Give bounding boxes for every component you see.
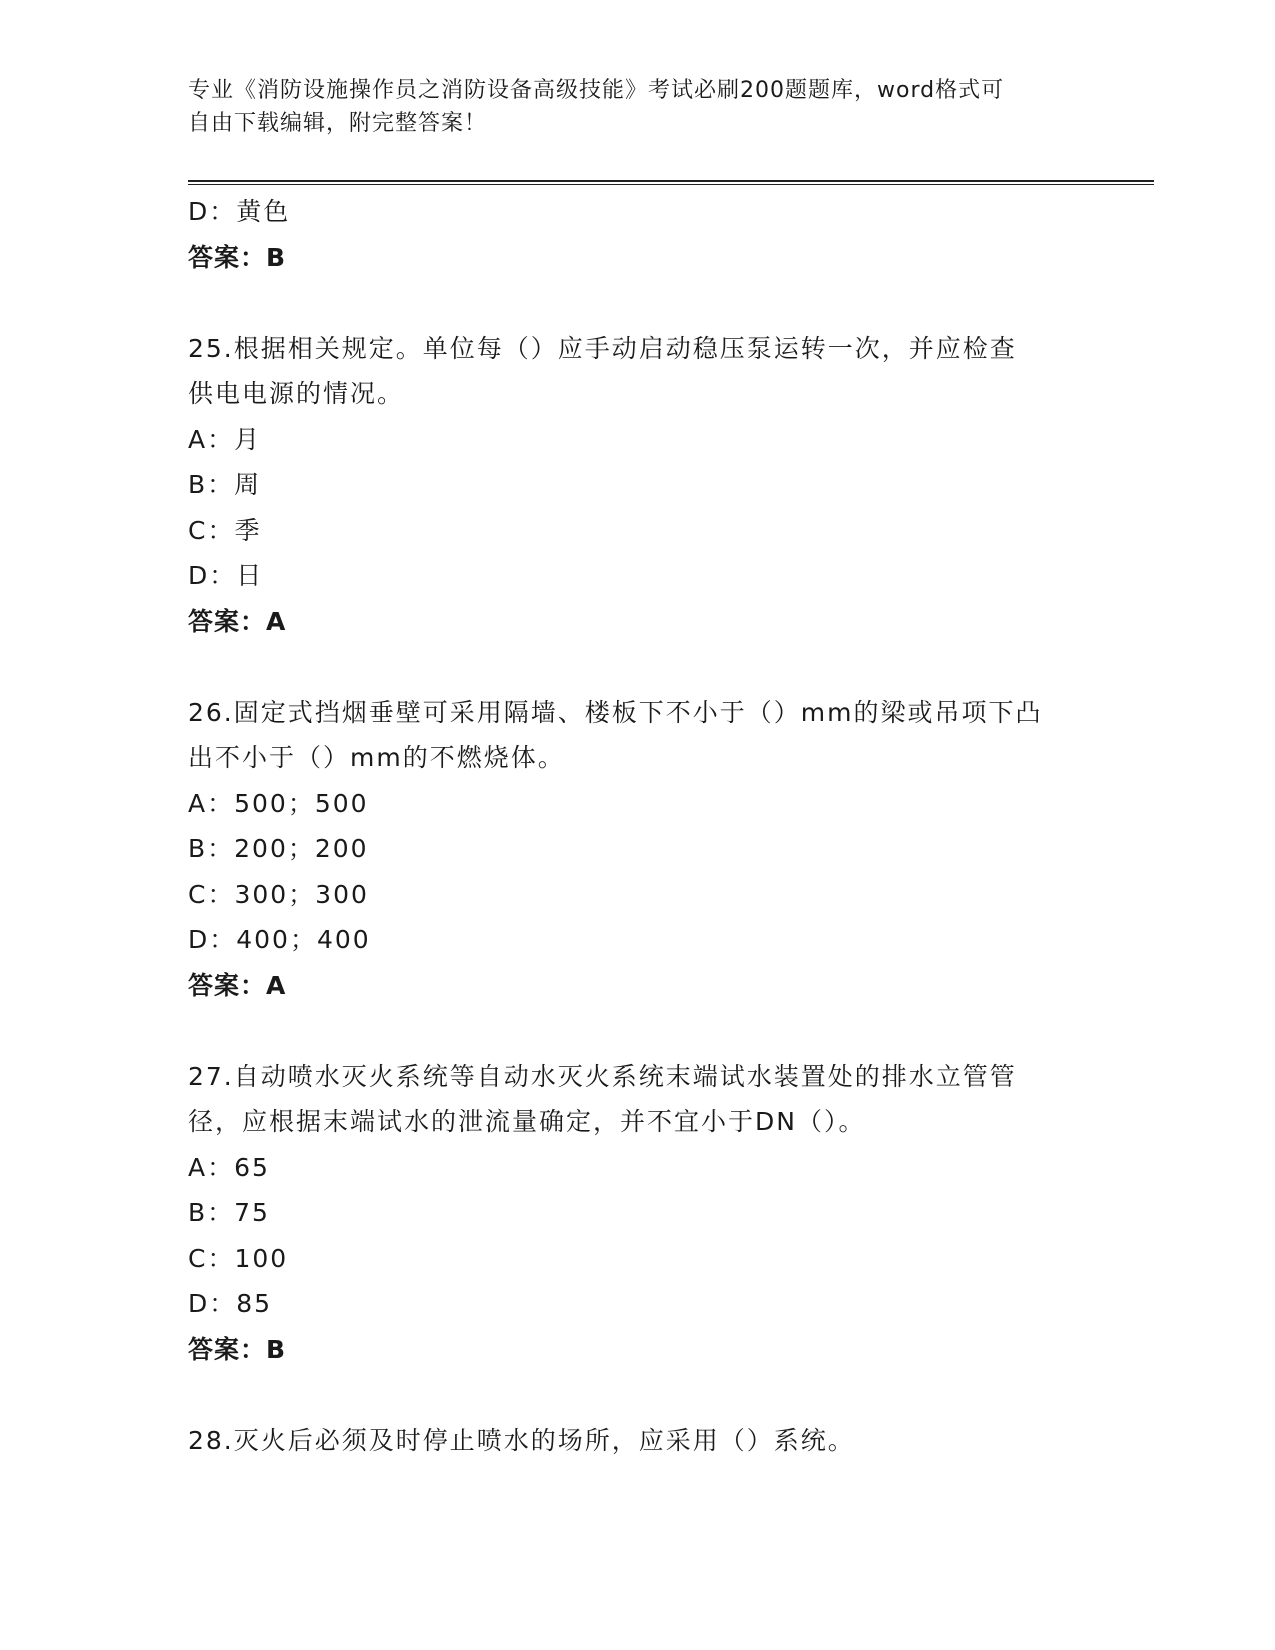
page-header	[188, 74, 1068, 140]
option-d: D：400；400	[188, 925, 371, 954]
question-27	[188, 1054, 1088, 1373]
answer-line: 答案：B	[188, 242, 287, 272]
option-a: A：65	[188, 1152, 270, 1182]
question-text-line: 径，应根据末端试水的泄流量确定，并不宜小于DN（）。	[188, 1107, 866, 1136]
option-c: C：300；300	[188, 879, 369, 909]
document-body	[188, 189, 1088, 1463]
option-d: D：日	[188, 561, 264, 590]
option-d: D：85	[188, 1289, 273, 1318]
question-text-line: 28.灭火后必须及时停止喷水的场所，应采用（）系统。	[188, 1425, 855, 1455]
answer-line: 答案：A	[188, 606, 287, 636]
question-26	[188, 690, 1088, 1009]
option-b: B：200；200	[188, 834, 369, 863]
header-line-2: 自由下载编辑，附完整答案！	[188, 111, 488, 136]
question-text-line: 供电电源的情况。	[188, 379, 405, 408]
question-text-line: 出不小于（）mm的不燃烧体。	[188, 743, 565, 772]
question-25	[188, 326, 1088, 645]
question-text-line: 26.固定式挡烟垂壁可采用隔墙、楼板下不小于（）mm的梁或吊项下凸	[188, 697, 1043, 727]
option-c: C：100	[188, 1243, 289, 1273]
answer-line: 答案：B	[188, 1334, 287, 1364]
option-a: A：500；500	[188, 788, 369, 818]
question-text-line: 27.自动喷水灭火系统等自动水灭火系统末端试水装置处的排水立管管	[188, 1061, 1017, 1091]
question-28	[188, 1418, 1088, 1464]
option-b: B：75	[188, 1198, 270, 1227]
header-divider	[188, 180, 1154, 185]
option-c: C：季	[188, 515, 262, 545]
header-line-1: 专业《消防设施操作员之消防设备高级技能》考试必刷200题题库，word格式可	[188, 78, 1005, 103]
answer-line: 答案：A	[188, 970, 287, 1000]
option-d: D：黄色	[188, 197, 291, 226]
question-text-line: 25.根据相关规定。单位每（）应手动启动稳压泵运转一次，并应检查	[188, 333, 1017, 363]
option-a: A：月	[188, 424, 262, 454]
option-b: B：周	[188, 470, 262, 499]
